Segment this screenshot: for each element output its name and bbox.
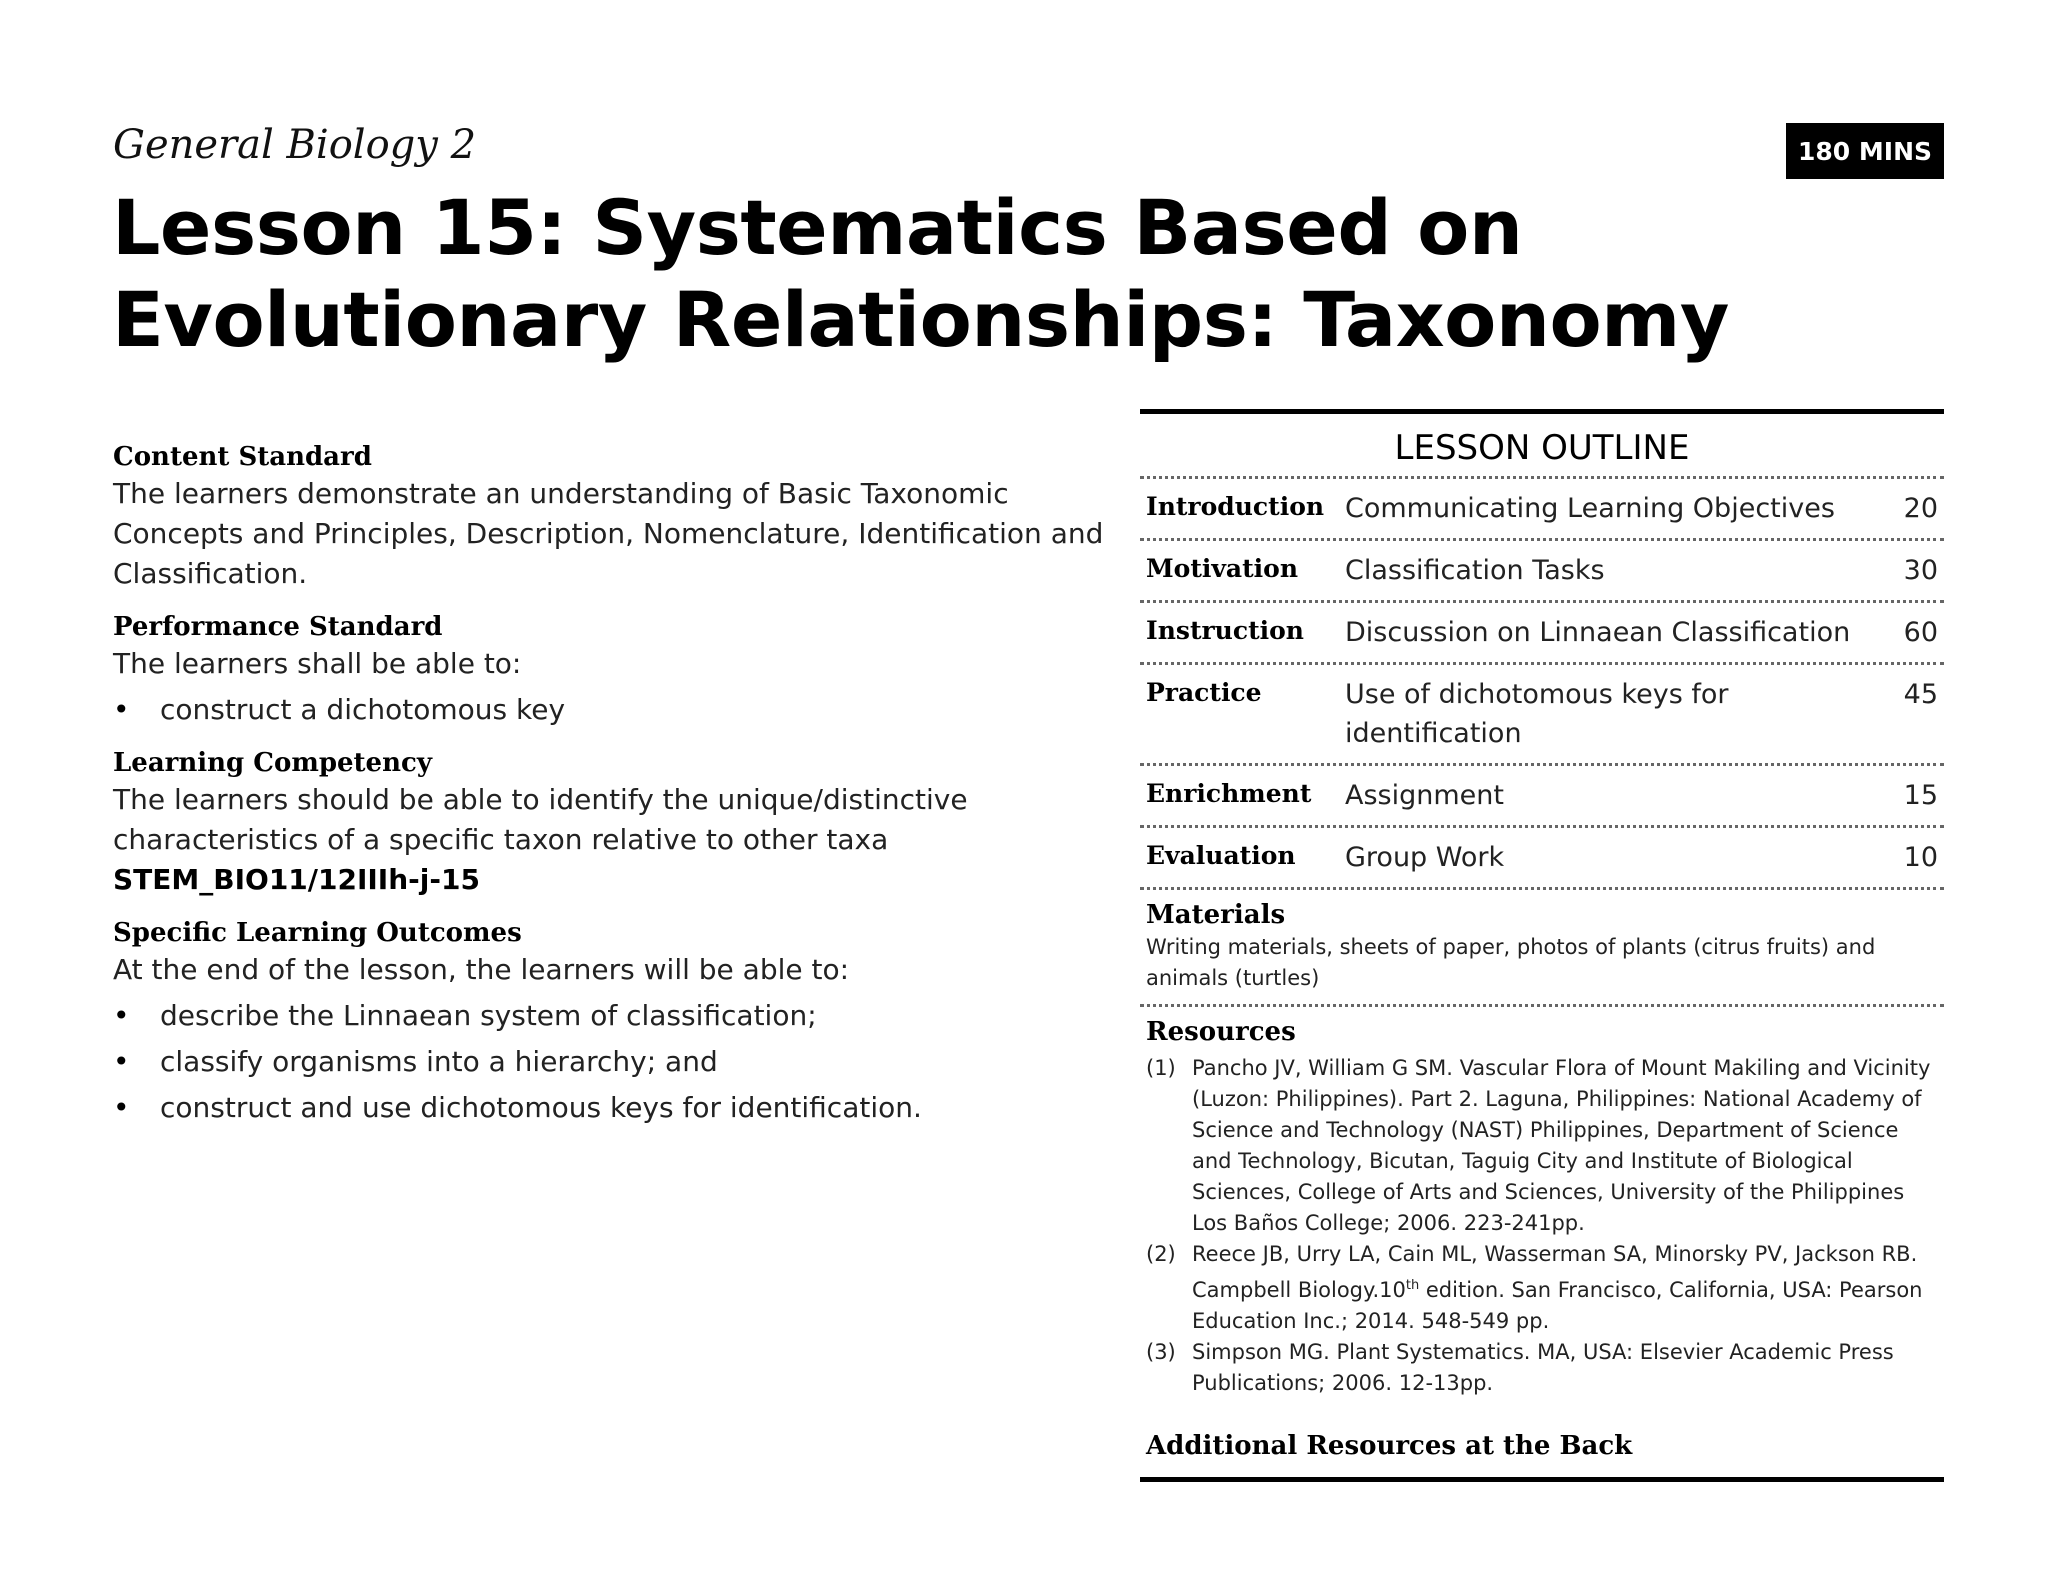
outline-phase: Motivation	[1146, 554, 1299, 583]
outline-phase: Enrichment	[1146, 779, 1312, 808]
resources-section	[1140, 1007, 1944, 1409]
list-item: • construct a dichotomous key	[113, 690, 1123, 730]
outline-row	[1140, 541, 1944, 600]
resource-text-part: edition. San Francisco, California, USA: Pearson Education Inc.; 2014. 548-549 pp.	[1192, 1278, 1923, 1333]
materials-heading: Materials	[1146, 900, 1286, 930]
outline-minutes: 30	[1903, 555, 1938, 586]
resource-number: (1)	[1146, 1056, 1176, 1080]
outline-row	[1140, 479, 1944, 538]
additional-resources-note: Additional Resources at the Back	[1146, 1431, 1633, 1461]
learning-outcomes-list	[113, 996, 1123, 1128]
outline-row	[1140, 766, 1944, 825]
lesson-title-line2: Evolutionary Relationships: Taxonomy	[112, 275, 1729, 364]
learning-outcomes-text: At the end of the lesson, the learners will be able to:	[113, 953, 850, 986]
outline-phase: Evaluation	[1146, 841, 1296, 870]
resource-item	[1146, 1337, 1938, 1399]
outline-phase: Introduction	[1146, 492, 1325, 521]
content-standard-heading: Content Standard	[113, 442, 372, 472]
list-item: • describe the Linnaean system of classification;	[113, 996, 1123, 1036]
resource-number: (3)	[1146, 1340, 1176, 1364]
resources-list	[1146, 1053, 1938, 1399]
resources-heading: Resources	[1146, 1017, 1296, 1047]
outline-activity: Classification Tasks	[1345, 555, 1605, 586]
outline-title: LESSON OUTLINE	[1394, 428, 1690, 468]
learning-competency-body: The learners should be able to identify the unique/distinctive characteristics of a specific taxon relative to other taxa	[113, 783, 968, 856]
lesson-title-line1: Lesson 15: Systematics Based on	[112, 183, 1523, 272]
resource-text: Pancho JV, William G SM. Vascular Flora of Mount Makiling and Vicinity (Luzon: Philippines). Part 2. Laguna, Philippines: National Academy of Science and Technology (NAST) Philippines, Department of Science and Technology, Bicutan, Taguig City and Institute of Biological Sciences, College of Arts and Sciences, University of the Philippines Los Baños College; 2006. 223-241pp.	[1192, 1056, 1931, 1235]
learning-competency-heading: Learning Competency	[113, 748, 432, 778]
materials-section	[1140, 890, 1944, 1004]
outline-minutes: 20	[1903, 493, 1938, 524]
outline-row	[1140, 828, 1944, 887]
outline-minutes: 10	[1903, 842, 1938, 873]
outline-row	[1140, 665, 1944, 763]
performance-standard-heading: Performance Standard	[113, 612, 443, 642]
list-item: • classify organisms into a hierarchy; and	[113, 1042, 1123, 1082]
lesson-outline-panel	[1140, 409, 1944, 1482]
outline-top-rule	[1140, 409, 1944, 414]
resource-text	[1192, 1239, 1938, 1337]
performance-standard-section	[113, 610, 1123, 730]
resource-superscript: th	[1405, 1278, 1420, 1293]
outline-minutes: 15	[1903, 780, 1938, 811]
outline-activity: Assignment	[1345, 780, 1504, 811]
resource-item	[1146, 1239, 1938, 1337]
outline-activity: Group Work	[1345, 842, 1505, 873]
learning-outcomes-heading: Specific Learning Outcomes	[113, 918, 522, 948]
resource-item	[1146, 1053, 1938, 1239]
content-standard-text: The learners demonstrate an understanding of Basic Taxonomic Concepts and Principles, Description, Nomenclature, Identification and Classification.	[113, 477, 1104, 590]
outline-activity: Communicating Learning Objectives	[1345, 493, 1835, 524]
lesson-title	[112, 182, 1729, 366]
resource-number: (2)	[1146, 1242, 1176, 1266]
learning-competency-text	[113, 780, 1123, 900]
materials-text: Writing materials, sheets of paper, photos of plants (citrus fruits) and animals (turtles)	[1146, 935, 1876, 990]
competency-code: STEM_BIO11/12IIIh-j-15	[113, 863, 480, 896]
performance-standard-text: The learners shall be able to:	[113, 647, 522, 680]
resource-text-part: Reece JB, Urry LA, Cain ML, Wasserman SA, Minorsky PV, Jackson RB. Campbell Biology.10	[1192, 1242, 1918, 1302]
outline-phase: Practice	[1146, 678, 1262, 707]
learning-outcomes-section	[113, 916, 1123, 1128]
outline-phase: Instruction	[1146, 616, 1304, 645]
content-standard-section	[113, 440, 1123, 594]
list-item: • construct and use dichotomous keys for identification.	[113, 1088, 1123, 1128]
outline-minutes: 45	[1903, 679, 1938, 710]
standards-column	[113, 440, 1123, 1144]
subject-title: General Biology 2	[113, 122, 477, 168]
outline-activity: Discussion on Linnaean Classification	[1345, 617, 1851, 648]
duration-badge: 180 MINS	[1786, 123, 1944, 179]
outline-minutes: 60	[1903, 617, 1938, 648]
outline-row	[1140, 603, 1944, 662]
outline-bottom-rule	[1140, 1477, 1944, 1482]
learning-competency-section	[113, 746, 1123, 900]
outline-activity: Use of dichotomous keys for identification	[1345, 679, 1729, 749]
resource-text: Simpson MG. Plant Systematics. MA, USA: Elsevier Academic Press Publications; 2006. 12-13pp.	[1192, 1340, 1894, 1395]
performance-standard-list	[113, 690, 1123, 730]
